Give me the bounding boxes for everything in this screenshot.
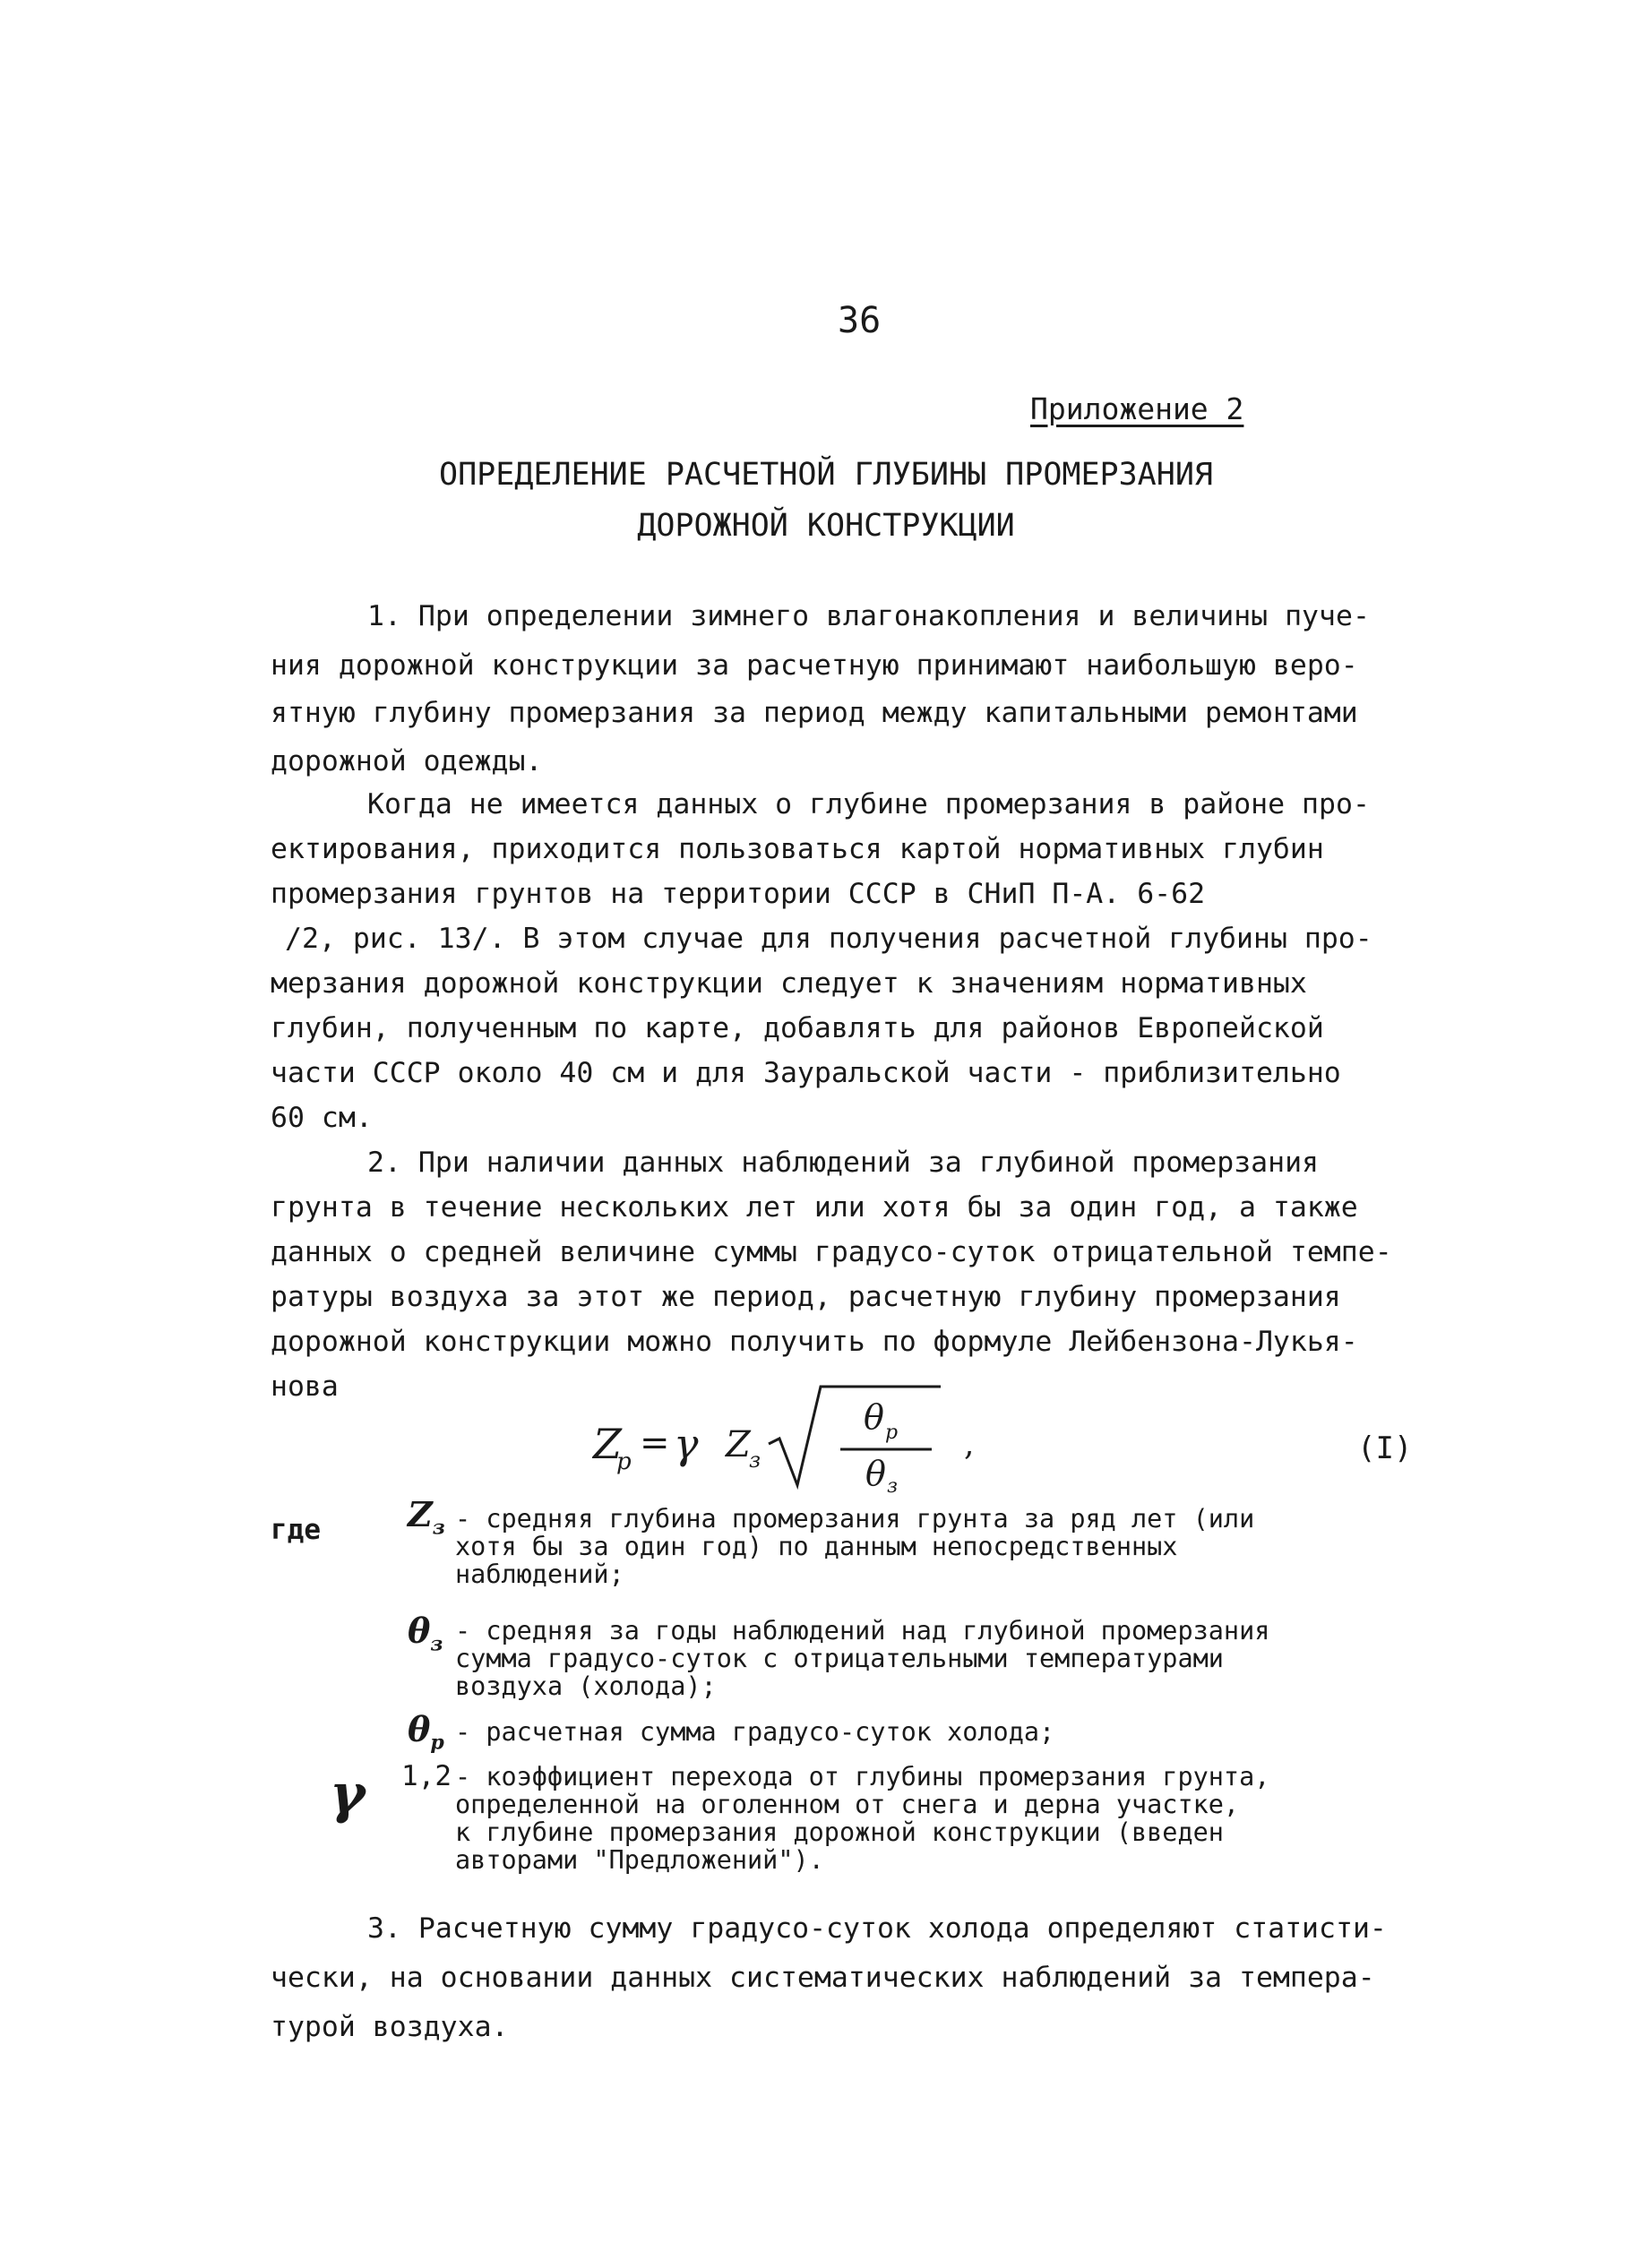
title-line-2: ДОРОЖНОЙ КОНСТРУКЦИИ xyxy=(637,508,1015,544)
definition-symbol: $Z_з$ xyxy=(408,1494,445,1540)
formula-leibenzon-lukyanov xyxy=(573,1379,1021,1496)
paragraph-line: дорожной конструкции можно получить по формуле Лейбензона-Лукья- xyxy=(271,1326,1358,1358)
appendix-label: Приложение 2 xyxy=(1030,391,1244,426)
paragraph-line: 2. При наличии данных наблюдений за глубиной промерзания xyxy=(367,1147,1320,1179)
paragraph-line: ектирования, приходится пользоваться картой нормативных глубин xyxy=(271,833,1324,865)
formula-denominator-subscript: з xyxy=(887,1475,898,1496)
definition-text: - средняя за годы наблюдений над глубиной промерзания сумма градусо-суток с отрицательными температурами воздуха (холода); xyxy=(455,1616,1270,1701)
formula-lhs-subscript: p xyxy=(616,1448,632,1475)
definition-symbol-gamma: γ xyxy=(330,1763,366,1826)
where-label: где xyxy=(271,1514,321,1546)
formula-denominator: θ xyxy=(865,1454,886,1493)
formula-equals: = xyxy=(640,1422,670,1464)
paragraph-line: Когда не имеется данных о глубине промерзания в районе про- xyxy=(367,788,1370,820)
formula-comma: , xyxy=(964,1426,975,1463)
definition-symbol: $\theta_з$ xyxy=(408,1611,443,1656)
paragraph-line: ния дорожной конструкции за расчетную принимают наибольшую веро- xyxy=(271,649,1358,682)
formula-lhs: Z xyxy=(593,1420,622,1468)
definition-text: - расчетная сумма градусо-суток холода; xyxy=(455,1717,1055,1747)
page-number: 36 xyxy=(838,300,882,341)
formula-variable-subscript: з xyxy=(749,1448,761,1473)
paragraph-line: ятную глубину промерзания за период между капитальными ремонтами xyxy=(271,697,1358,729)
formula-variable: Z xyxy=(726,1424,751,1465)
definition-symbol: $\theta_p$ xyxy=(408,1709,444,1755)
paragraph-line: чески, на основании данных систематических наблюдений за темпера- xyxy=(271,1962,1375,1994)
formula-numerator: θ xyxy=(864,1397,884,1437)
formula-coefficient: γ xyxy=(674,1420,699,1468)
definition-text: - средняя глубина промерзания грунта за ряд лет (или хотя бы за один год) по данным непосредственных наблюдений; xyxy=(455,1504,1255,1589)
paragraph-line: части СССР около 40 см и для Зауральской части - приблизительно xyxy=(271,1057,1341,1089)
title-line-1: ОПРЕДЕЛЕНИЕ РАСЧЕТНОЙ ГЛУБИНЫ ПРОМЕРЗАНИЯ xyxy=(439,457,1213,493)
paragraph-line: 60 см. xyxy=(271,1102,373,1134)
square-root-sign xyxy=(769,1387,941,1485)
definition-text: - коэффициент перехода от глубины промерзания грунта, определенной на оголенном от снега и дерна участке, к глубине промерзания дорожной конструкции (введен авторами "Предложений"). xyxy=(455,1762,1270,1875)
definition-value: 1,2 xyxy=(401,1760,452,1792)
paragraph-line: 1. При определении зимнего влагонакопления и величины пуче- xyxy=(367,600,1370,632)
paragraph-line: дорожной одежды. xyxy=(271,745,543,777)
paragraph-line: глубин, полученным по карте, добавлять для районов Европейской xyxy=(271,1012,1324,1044)
paragraph-line: турой воздуха. xyxy=(271,2011,509,2043)
paragraph-line: /2, рис. 13/. В этом случае для получения расчетной глубины про- xyxy=(285,923,1372,955)
formula-number: (I) xyxy=(1357,1430,1413,1466)
paragraph-line: промерзания грунтов на территории СССР в СНиП П-А. 6-62 xyxy=(271,878,1206,910)
paragraph-line: ратуры воздуха за этот же период, расчетную глубину промерзания xyxy=(271,1281,1341,1313)
paragraph-line: нова xyxy=(271,1370,339,1403)
formula-numerator-subscript: p xyxy=(885,1422,899,1444)
paragraph-line: мерзания дорожной конструкции следует к значениям нормативных xyxy=(271,967,1307,1000)
paragraph-line: грунта в течение нескольких лет или хотя бы за один год, а также xyxy=(271,1191,1358,1224)
paragraph-line: 3. Расчетную сумму градусо-суток холода определяют статисти- xyxy=(367,1912,1387,1945)
paragraph-line: данных о средней величине суммы градусо-суток отрицательной темпе- xyxy=(271,1236,1392,1268)
